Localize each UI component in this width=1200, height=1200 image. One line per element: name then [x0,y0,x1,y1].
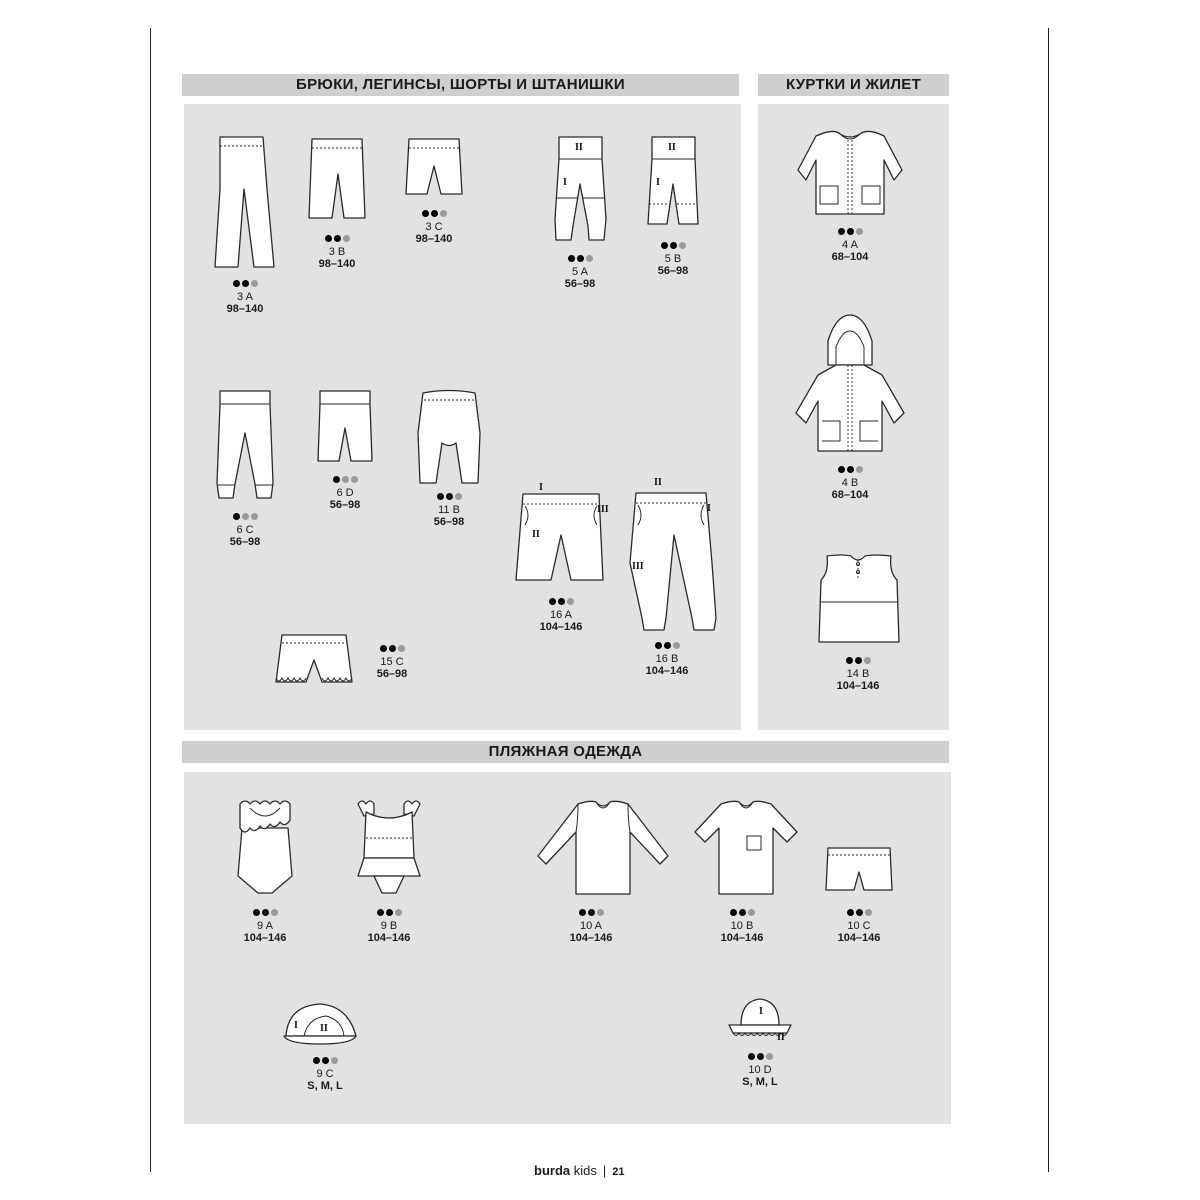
size-range: 104–146 [569,932,613,944]
difficulty-dot-filled [846,657,853,664]
garment-16a [511,477,611,637]
difficulty-dots [813,657,903,666]
difficulty-dot-empty [748,909,755,916]
model-code: 16 B [655,653,679,665]
difficulty-dot-filled [838,228,845,235]
difficulty-dot-filled [242,280,249,287]
difficulty-dots [200,280,290,289]
caption-10d [715,1053,805,1088]
difficulty-dot-filled [386,909,393,916]
difficulty-dot-empty [766,1053,773,1060]
capri-3b-drawing [292,136,382,226]
right-margin-rule [1048,28,1049,1172]
svg-text:II: II [777,1032,785,1043]
difficulty-dot-empty [865,909,872,916]
garment-3c [389,136,479,251]
model-code: 10 B [730,920,754,932]
model-code: 16 A [549,609,573,621]
model-code: 9 B [380,920,398,932]
difficulty-dot-filled [748,1053,755,1060]
size-range: 104–146 [720,932,764,944]
caption-6c [200,513,290,548]
difficulty-dots [404,493,494,502]
model-code: 9 C [316,1068,334,1080]
difficulty-dot-empty [395,909,402,916]
difficulty-dots [347,645,437,654]
svg-text:II: II [575,142,583,153]
model-code: 3 B [328,246,346,258]
size-range: 104–146 [836,680,880,692]
size-range: 104–146 [243,932,287,944]
garment-16b [622,473,722,683]
shorts-16a-drawing [511,477,611,587]
garment-10c [814,846,904,946]
difficulty-dots [200,513,290,522]
difficulty-dot-filled [847,909,854,916]
difficulty-dot-empty [343,235,350,242]
difficulty-dots [300,476,390,485]
model-code: 6 C [236,524,254,536]
pants-5b-drawing [628,134,718,239]
difficulty-dot-filled [322,1057,329,1064]
sun-hat-9c-drawing [280,1000,370,1045]
difficulty-dot-empty [342,476,349,483]
caption-4a [805,228,895,263]
model-code: 14 B [846,668,870,680]
difficulty-dots [292,235,382,244]
difficulty-dot-filled [313,1057,320,1064]
svg-text:I: I [294,1020,298,1031]
caption-3a [200,280,290,315]
difficulty-dot-filled [579,909,586,916]
rash-guard-10a-drawing [538,796,668,901]
difficulty-dot-filled [333,476,340,483]
size-range: 98–140 [318,258,356,270]
size-range: 104–146 [837,932,881,944]
difficulty-dot-filled [739,909,746,916]
garment-4b [790,313,910,503]
tshirt-10b-drawing [693,796,803,901]
ruffle-shorts-15c-drawing [268,630,358,690]
size-range: S, M, L [307,1080,343,1092]
size-range: 56–98 [657,265,689,277]
bucket-hat-10d-drawing [715,995,805,1043]
caption-5a [535,255,625,290]
difficulty-dot-empty [242,513,249,520]
difficulty-dot-empty [864,657,871,664]
caption-11b [404,493,494,528]
difficulty-dots [516,598,606,607]
difficulty-dots [715,1053,805,1062]
difficulty-dot-empty [251,280,258,287]
difficulty-dot-empty [856,466,863,473]
garment-5a [535,134,625,294]
difficulty-dot-filled [549,598,556,605]
caption-5b [628,242,718,277]
caption-16b [622,642,712,677]
size-range: 98–140 [415,233,453,245]
swimsuit-9a-drawing [220,798,310,903]
caption-6d [300,476,390,511]
garment-9c [280,1000,370,1100]
garment-3a [200,134,290,324]
difficulty-dots [535,255,625,264]
garment-10d [715,995,805,1095]
difficulty-dot-empty [351,476,358,483]
difficulty-dots [389,210,479,219]
difficulty-dot-filled [856,909,863,916]
svg-text:II: II [320,1023,328,1034]
section-header-jackets: КУРТКИ И ЖИЛЕТ [758,74,949,96]
caption-10b [697,909,787,944]
garment-9b [344,798,434,950]
model-code: 10 D [748,1064,772,1076]
model-code: 5 B [664,253,682,265]
page-number: 21 [612,1166,625,1178]
svg-text:I: I [656,177,660,188]
difficulty-dot-filled [588,909,595,916]
difficulty-dots [628,242,718,251]
section-header-beach: ПЛЯЖНАЯ ОДЕЖДА [182,741,949,763]
svg-text:II: II [668,142,676,153]
section-header-pants: БРЮКИ, ЛЕГИНСЫ, ШОРТЫ И ШТАНИШКИ [182,74,739,96]
caption-3b [292,235,382,270]
model-code: 3 C [425,221,443,233]
difficulty-dot-filled [847,228,854,235]
leggings-6c-drawing [200,388,290,503]
difficulty-dot-empty [440,210,447,217]
difficulty-dot-filled [730,909,737,916]
garment-4a [790,122,910,267]
caption-9b [344,909,434,944]
difficulty-dot-filled [757,1053,764,1060]
difficulty-dot-filled [670,242,677,249]
jacket-4a-drawing [790,122,910,222]
difficulty-dot-empty [331,1057,338,1064]
garment-5b [628,134,718,284]
difficulty-dots [805,228,895,237]
shorts-6d-drawing [300,388,390,468]
difficulty-dot-empty [679,242,686,249]
size-range: 98–140 [226,303,264,315]
caption-16a [516,598,606,633]
caption-9a [220,909,310,944]
garment-6c [200,388,290,548]
size-range: 56–98 [433,516,465,528]
size-range: 56–98 [376,668,408,680]
garment-11b [404,388,494,533]
svg-text:II: II [654,477,662,488]
difficulty-dot-filled [655,642,662,649]
hooded-jacket-4b-drawing [790,313,910,458]
garment-15c [268,630,358,690]
difficulty-dot-filled [558,598,565,605]
caption-9c [280,1057,370,1092]
difficulty-dots [546,909,636,918]
svg-text:I: I [563,177,567,188]
size-range: 68–104 [831,489,869,501]
svg-text:II: II [532,529,540,540]
difficulty-dot-filled [437,493,444,500]
garment-10a [538,796,668,948]
difficulty-dot-filled [380,645,387,652]
trousers-3a-drawing [200,134,290,274]
difficulty-dot-filled [262,909,269,916]
difficulty-dots [622,642,712,651]
size-range: 104–146 [367,932,411,944]
model-code: 3 A [237,291,253,303]
size-range: 56–98 [564,278,596,290]
difficulty-dots [805,466,895,475]
garment-10b [693,796,803,948]
difficulty-dot-empty [586,255,593,262]
pants-5a-drawing [535,134,625,249]
difficulty-dot-filled [233,280,240,287]
garment-6d [300,388,390,518]
caption-10a [546,909,636,944]
footer-separator: | [602,1163,607,1178]
difficulty-dot-empty [673,642,680,649]
difficulty-dot-empty [398,645,405,652]
garment-3b [292,136,382,276]
difficulty-dot-filled [847,466,854,473]
difficulty-dot-filled [855,657,862,664]
difficulty-dot-filled [253,909,260,916]
difficulty-dot-filled [233,513,240,520]
garment-14b [803,550,913,695]
size-range: 68–104 [831,251,869,263]
caption-15c [347,645,437,680]
difficulty-dot-filled [377,909,384,916]
model-code: 10 C [847,920,871,932]
model-code: 9 A [257,920,273,932]
difficulty-dot-filled [577,255,584,262]
difficulty-dots [344,909,434,918]
svg-text:I: I [707,503,711,514]
difficulty-dot-filled [446,493,453,500]
caption-3c [389,210,479,245]
brand-name: burda [534,1163,571,1178]
left-margin-rule [150,28,151,1172]
difficulty-dots [220,909,310,918]
size-range: 104–146 [645,665,689,677]
difficulty-dot-filled [568,255,575,262]
difficulty-dot-empty [856,228,863,235]
difficulty-dots [814,909,904,918]
difficulty-dots [280,1057,370,1066]
page-footer [534,1163,625,1178]
difficulty-dots [697,909,787,918]
harem-pants-11b-drawing [404,388,494,488]
size-range: 104–146 [539,621,583,633]
swim-shorts-10c-drawing [814,846,904,896]
svg-text:III: III [597,504,609,515]
difficulty-dot-filled [431,210,438,217]
model-code: 15 C [380,656,404,668]
size-range: 56–98 [229,536,261,548]
difficulty-dot-filled [325,235,332,242]
caption-10c [814,909,904,944]
difficulty-dot-empty [567,598,574,605]
swimsuit-9b-drawing [344,798,434,903]
model-code: 10 A [579,920,603,932]
difficulty-dot-filled [664,642,671,649]
size-range: S, M, L [742,1076,778,1088]
size-range: 56–98 [329,499,361,511]
model-code: 4 B [841,477,859,489]
garment-9a [220,798,310,950]
model-code: 5 A [572,266,588,278]
model-code: 4 A [842,239,858,251]
model-code: 6 D [336,487,354,499]
svg-text:III: III [632,561,644,572]
vest-14b-drawing [803,550,913,650]
difficulty-dot-empty [251,513,258,520]
difficulty-dot-empty [271,909,278,916]
difficulty-dot-filled [389,645,396,652]
difficulty-dot-empty [597,909,604,916]
difficulty-dot-filled [838,466,845,473]
model-code: 11 B [438,504,460,516]
caption-14b [813,657,903,692]
difficulty-dot-empty [455,493,462,500]
shorts-3c-drawing [389,136,479,201]
svg-text:I: I [759,1006,763,1017]
pants-16b-drawing [622,473,722,633]
magazine-name: kids [573,1163,597,1178]
svg-text:I: I [539,482,543,493]
difficulty-dot-filled [334,235,341,242]
caption-4b [805,466,895,501]
difficulty-dot-filled [661,242,668,249]
difficulty-dot-filled [422,210,429,217]
